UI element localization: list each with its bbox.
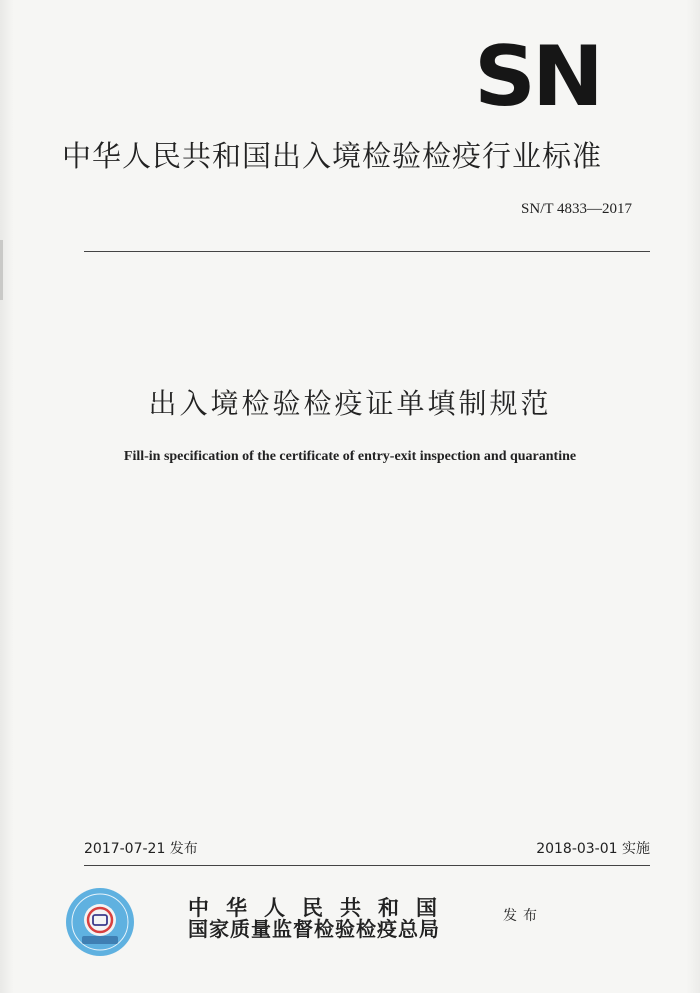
org-title: 中华人民共和国出入境检验检疫行业标准: [62, 139, 603, 173]
scan-edge-mark: [0, 240, 3, 300]
document-title-cn: 出入境检验检疫证单填制规范: [148, 387, 552, 420]
copyright-seal-icon: [64, 886, 136, 958]
standard-code: SN/T 4833—2017: [521, 201, 632, 217]
issued-label: 发布: [503, 908, 543, 924]
bottom-divider: [84, 865, 650, 866]
top-divider: [84, 251, 650, 252]
sn-logo: SN: [474, 29, 600, 126]
document-title-en: Fill-in specification of the certificate of entry-exit inspection and quarantine: [123, 449, 577, 464]
issuer-agency: 国家质量监督检验检疫总局: [188, 917, 440, 941]
issue-date: 2017-07-21 发布: [84, 841, 198, 857]
issuer-country: 中华人民共和国: [188, 895, 454, 920]
implementation-date: 2018-03-01 实施: [536, 841, 650, 857]
